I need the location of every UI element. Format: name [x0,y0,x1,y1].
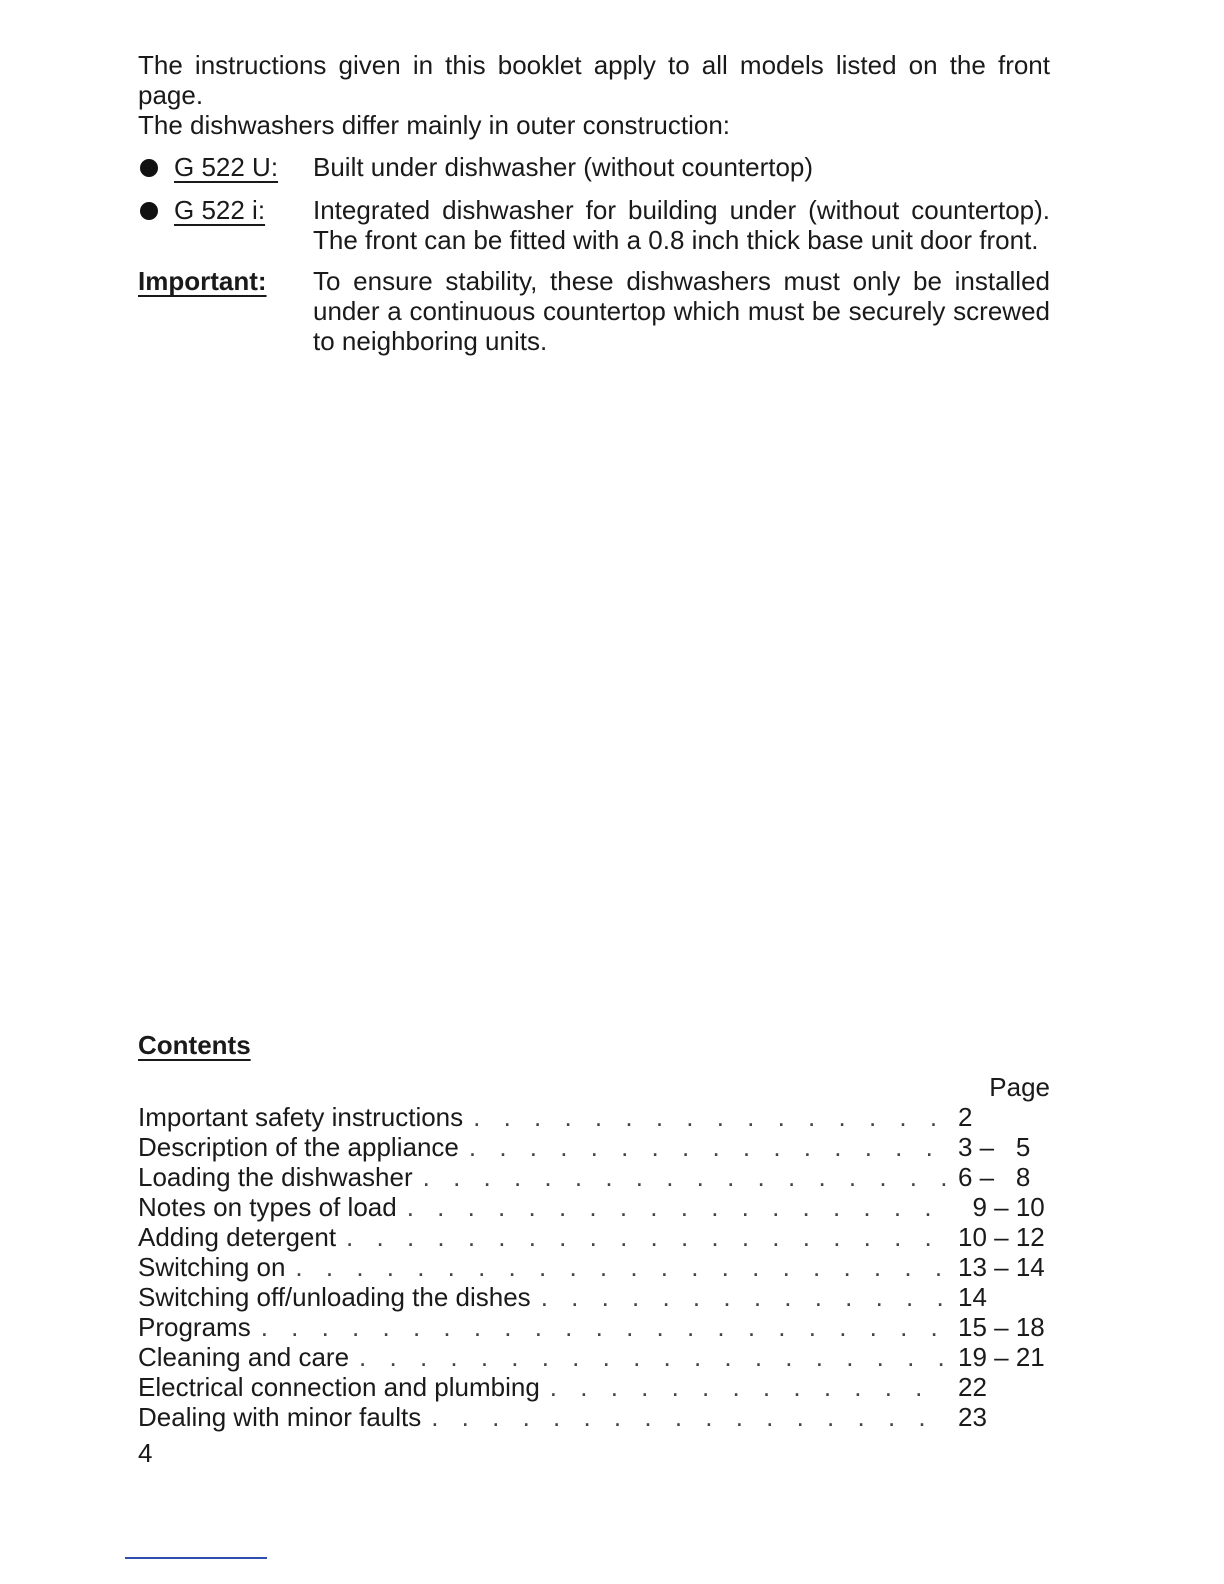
model-description: Integrated dishwasher for building under (without countertop). The front can be fitted with a 0.8 inch thick base unit door front. [313,195,1050,255]
toc-page: 19 – 21 [958,1342,1045,1372]
toc-row [138,1252,1050,1282]
intro-line-construction: The dishwashers differ mainly in outer construction: [138,110,731,140]
toc-title: Dealing with minor faults [138,1402,422,1432]
toc-page: 6 – 8 [958,1162,1031,1192]
toc-leader [359,1342,948,1372]
toc-title: Switching on [138,1252,286,1282]
model-label: G 522 U: [174,152,279,182]
toc-row [138,1312,1050,1342]
toc-title: Programs [138,1312,251,1342]
toc-row [138,1192,1050,1222]
toc-title: Adding detergent [138,1222,337,1252]
toc-row [138,1162,1050,1192]
toc-leader [423,1162,948,1192]
toc-row [138,1402,1050,1432]
bullet-icon [138,152,174,182]
model-item-g522i [138,195,1050,255]
toc-page: 9 – 10 [958,1192,1045,1222]
footer-rule [125,1557,267,1559]
toc-page: 14 [958,1282,987,1312]
toc-leader [346,1222,948,1252]
contents-heading: Contents [138,1030,251,1060]
toc-page: 3 – 5 [958,1132,1031,1162]
toc-row [138,1132,1050,1162]
toc-leader [295,1252,948,1282]
toc-leader [407,1192,948,1222]
intro-line-models: The instructions given in this booklet apply to all models listed on the front page. [138,50,1050,110]
bullet-icon [138,195,174,255]
model-item-g522u [138,152,1050,182]
model-label: G 522 i: [174,195,266,225]
toc-row [138,1222,1050,1252]
page-number: 4 [138,1438,153,1468]
toc-leader [473,1102,948,1132]
page-column-label: Page [989,1072,1050,1102]
toc-page: 15 – 18 [958,1312,1045,1342]
toc-page: 23 [958,1402,987,1432]
toc-leader [550,1372,948,1402]
toc-title: Description of the appliance [138,1132,459,1162]
toc-page: 13 – 14 [958,1252,1045,1282]
toc-row [138,1102,1050,1132]
important-text: To ensure stability, these dishwashers must only be installed under a continuous countertop which must be securely screwed to neighboring units. [313,266,1050,356]
model-description: Built under dishwasher (without countertop) [313,152,814,182]
important-note [138,266,1050,356]
toc-page: 10 – 12 [958,1222,1045,1252]
important-label: Important: [138,266,267,296]
intro-paragraph [138,50,1050,140]
toc-leader [431,1402,948,1432]
toc-leader [261,1312,948,1342]
toc-page: 2 [958,1102,973,1132]
toc-title: Switching off/unloading the dishes [138,1282,531,1312]
toc-page: 22 [958,1372,987,1402]
toc-row [138,1342,1050,1372]
table-of-contents [138,1102,1050,1432]
toc-title: Important safety instructions [138,1102,464,1132]
toc-leader [469,1132,948,1162]
toc-row [138,1282,1050,1312]
toc-title: Loading the dishwasher [138,1162,413,1192]
toc-row [138,1372,1050,1402]
toc-leader [541,1282,948,1312]
toc-title: Notes on types of load [138,1192,397,1222]
toc-title: Electrical connection and plumbing [138,1372,540,1402]
toc-title: Cleaning and care [138,1342,350,1372]
